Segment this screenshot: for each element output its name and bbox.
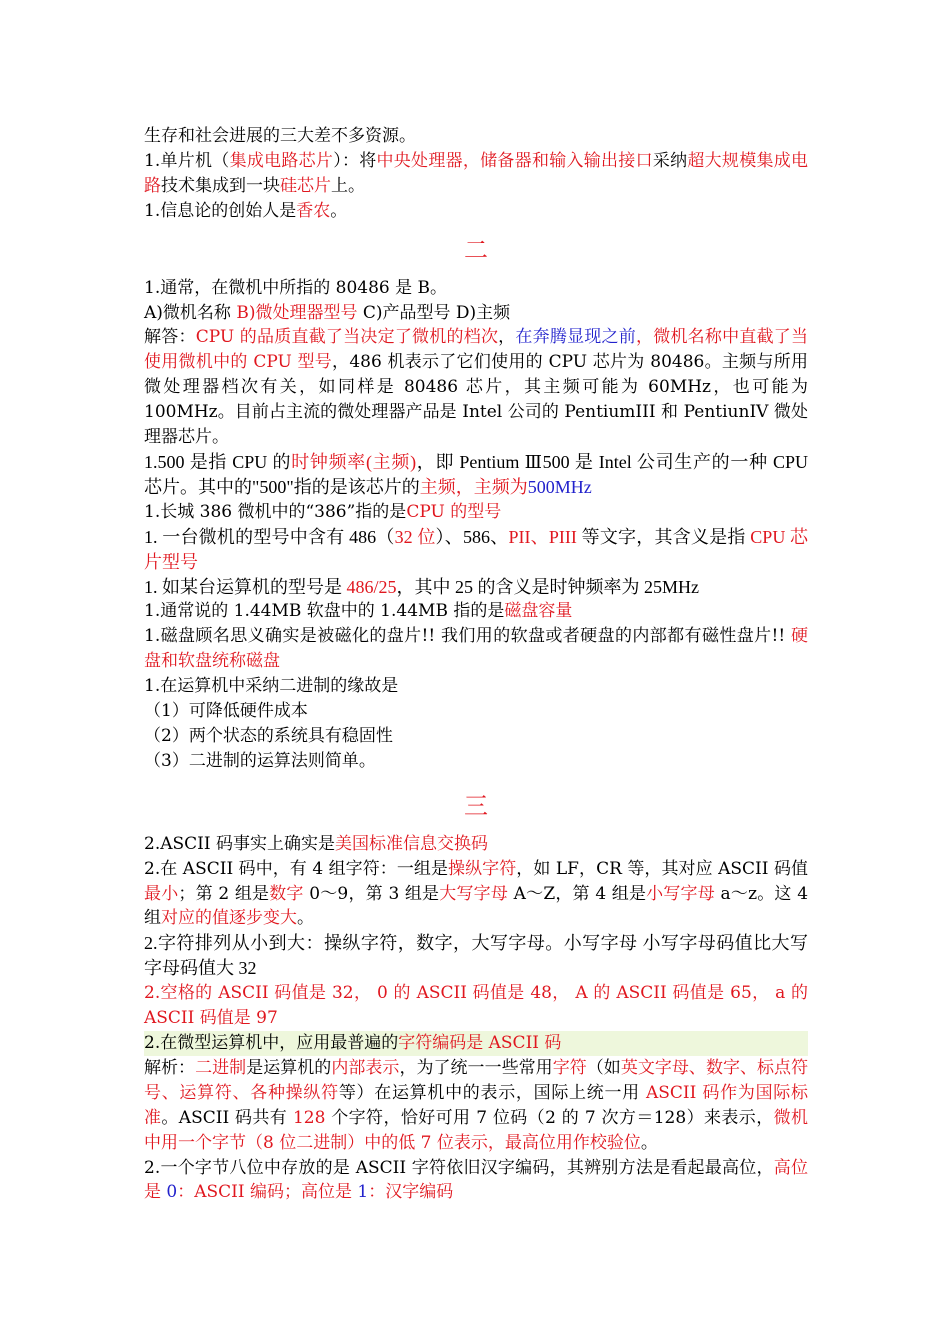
ascii-analysis: 解析：二进制是运算机的内部表示，为了统一一些常用字符（如英文字母、数字、标点符号、运算符、各种操纵符等）在运算机中的表示，国际上统一用 ASCII 码作为国际标准。ASCII 码共有 128 个字符，恰好可用 7 位码（2 的 7 次方＝128）来表示，微机中用一个字节（8 位二进制）中的低 7 位表示，最高位用作校验位。 xyxy=(144,1057,809,1153)
binary-reason-3: （3）二进制的运算法则简单。 xyxy=(144,750,376,771)
floppy-capacity-note: 1.通常说的 1.44MB 软盘中的 1.44MB 指的是磁盘容量 xyxy=(144,601,573,622)
binary-reason-2: （2）两个状态的系统具有稳固性 xyxy=(144,725,393,746)
common-encoding-note: 2.在微型运算机中，应用最普遍的字符编码是 ASCII 码 xyxy=(144,1031,808,1056)
ascii-definition: 2.ASCII 码事实上确实是美国标准信息交换码 xyxy=(144,833,488,854)
model-486-note: 1. 一台微机的型号中含有 486（32 位）、586、PII、PIII 等文字，其含义是指 CPU 芯片型号 xyxy=(144,526,809,572)
char-order-note: 2.字符排列从小到大：操纵字符，数字，大写字母。小写字母 小写字母码值比大写字母码值大 32 xyxy=(144,933,808,979)
pentium-500-note: 1.500 是指 CPU 的时钟频率(主频)，即 Pentium Ⅲ500 是 Intel 公司生产的一种 CPU 芯片。其中的"500"指的是该芯片的主频，主频为500MHz xyxy=(144,451,808,497)
intro-line: 生存和社会进展的三大差不多资源。 xyxy=(144,126,416,146)
byte-highbit-note: 2.一个字节八位中存放的是 ASCII 字符依旧汉字编码，其辨别方法是看起最高位，高位是 0：ASCII 编码；高位是 1：汉字编码 xyxy=(144,1157,809,1203)
binary-reason-1: （1）可降低硬件成本 xyxy=(144,701,308,722)
document-body xyxy=(144,124,808,1205)
ascii-groups: 2.在 ASCII 码中，有 4 组字符：一组是操纵字符，如 LF，CR 等，其对应 ASCII 码值最小；第 2 组是数字 0～9，第 3 组是大写字母 A～Z，第 4 组是小写字母 a～z。这 4 组对应的值逐步变大。 xyxy=(144,858,809,929)
info-theory-founder: 1.信息论的创始人是香农。 xyxy=(144,200,348,221)
question-80486: 1.通常，在微机中所指的 80486 是 B。 xyxy=(144,277,448,298)
section-heading-3: 三 xyxy=(464,791,488,820)
question-options: A)微机名称 B)微处理器型号 C)产品型号 D)主频 xyxy=(144,302,511,323)
greatwall-386-note: 1.长城 386 微机中的“386”指的是CPU 的型号 xyxy=(144,501,502,522)
model-486-25-note: 1. 如某台运算机的型号是 486/25，其中 25 的含义是时钟频率为 25MHz xyxy=(144,576,700,597)
ascii-values-note: 2.空格的 ASCII 码值是 32， 0 的 ASCII 码值是 48， A 的 ASCII 码值是 65， a 的 ASCII 码值是 97 xyxy=(144,983,808,1029)
answer-explanation: 解答：CPU 的品质直截了当决定了微机的档次，在奔腾显现之前，微机名称中直截了当使用微机中的 CPU 型号，486 机表示了它们使用的 CPU 芯片为 80486。主频与所用微处理器档次有关，如同样是 80486 芯片，其主频可能为 60MHz，也可能为 100MHz。目前占主流的微处理器产品是 Intel 公司的 PentiumIII 和 PentiunIV 微处理器芯片。 xyxy=(144,327,809,448)
disk-definition: 1.磁盘顾名思义确实是被磁化的盘片!! 我们用的软盘或者硬盘的内部都有磁性盘片!! 硬盘和软盘统称磁盘 xyxy=(144,626,808,672)
mcu-definition: 1.单片机（集成电路芯片）：将中央处理器，储备器和输入输出接口采纳超大规模集成电路技术集成到一块硅芯片上。 xyxy=(144,150,809,196)
binary-reasons-title: 1.在运算机中采纳二进制的缘故是 xyxy=(144,676,399,697)
section-heading-2: 二 xyxy=(464,235,488,264)
